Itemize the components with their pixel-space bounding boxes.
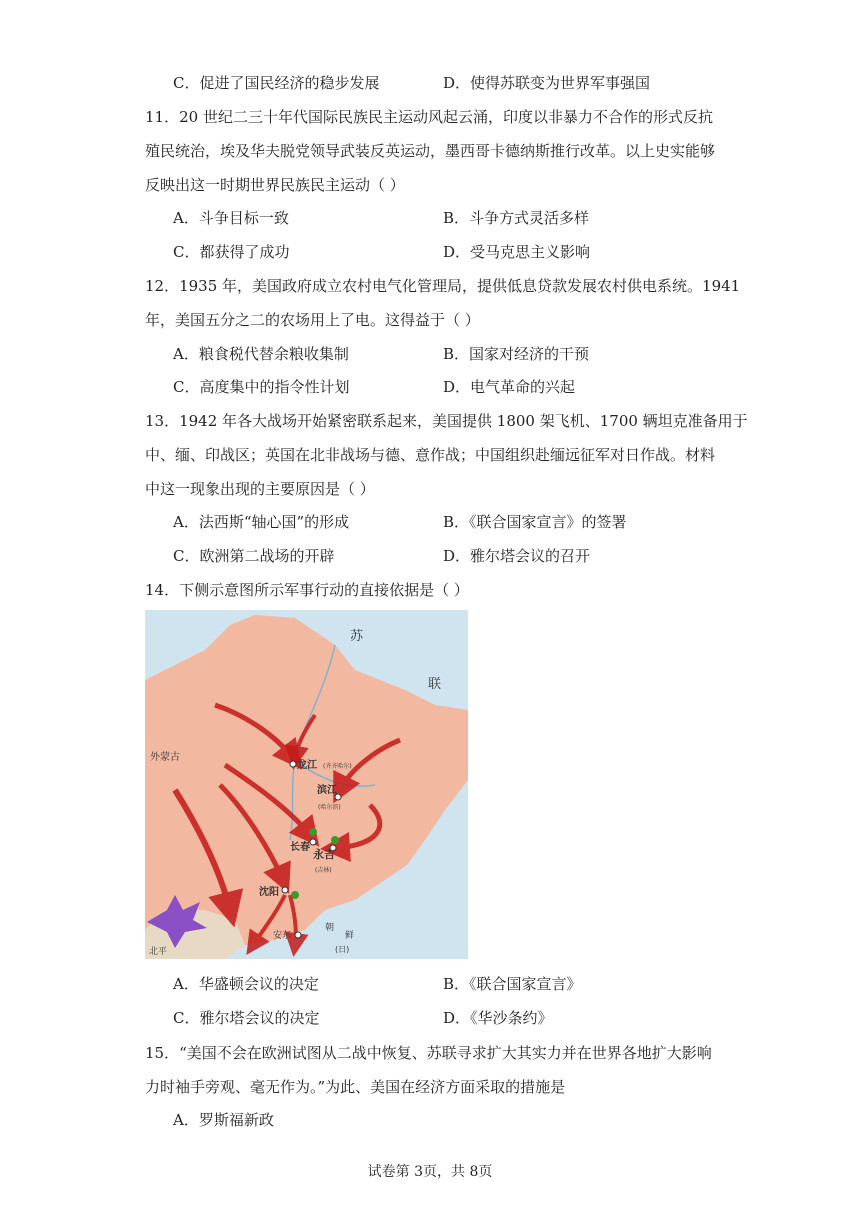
label-waimenggu: 外蒙古 <box>150 752 180 763</box>
q11-option-c: C．都获得了成功 <box>173 243 290 261</box>
label-su: 苏 <box>350 629 364 644</box>
q14-option-d: D．《华沙条约》 <box>443 1009 553 1027</box>
q12-stem-line-2: 年，美国五分之二的农场用上了电。这得益于（ ） <box>145 311 480 329</box>
label-longjiang: 龙江 <box>297 760 317 771</box>
label-changchun: 长春 <box>290 842 310 853</box>
q12-option-b: B．国家对经济的干预 <box>443 345 590 363</box>
label-ri: (日) <box>335 945 350 954</box>
q15-stem-line-1: 15．“美国不会在欧洲试图从二战中恢复、苏联寻求扩大其实力并在世界各地扩大影响 <box>145 1044 712 1062</box>
label-yongji: 永吉 <box>313 848 335 861</box>
q13-option-c: C．欧洲第二战场的开辟 <box>173 547 335 565</box>
label-andong: 安东 <box>273 931 292 941</box>
label-yongji-sub: (吉林) <box>315 867 332 874</box>
q11-option-b: B．斗争方式灵活多样 <box>443 209 590 227</box>
q11-option-d: D．受马克思主义影响 <box>443 243 591 261</box>
city-marker-longjiang <box>290 761 296 767</box>
q13-stem-line-3: 中这一现象出现的主要原因是（ ） <box>145 480 375 498</box>
label-lian: 联 <box>428 677 442 692</box>
q14-option-b: B．《联合国家宣言》 <box>443 975 582 993</box>
city-marker-shenyang <box>282 887 288 893</box>
q11-stem-line-1: 11．20 世纪二三十年代国际民族民主运动风起云涌，印度以非暴力不合作的形式反抗 <box>145 108 713 126</box>
label-xian: 鲜 <box>345 931 355 941</box>
q11-stem-line-2: 殖民统治，埃及华夫脱党领导武装反英运动，墨西哥卡德纳斯推行改革。以上史实能够 <box>145 142 716 160</box>
label-binjiang: 滨江 <box>317 785 337 796</box>
q12-option-a: A．粮食税代替余粮收集制 <box>173 345 349 363</box>
q13-option-d: D．雅尔塔会议的召开 <box>443 547 591 565</box>
label-longjiang-sub: (齐齐哈尔) <box>323 763 352 770</box>
q15-stem-line-2: 力时袖手旁观、毫无作为。”为此、美国在经济方面采取的措施是 <box>145 1078 566 1096</box>
q12-stem-line-1: 12．1935 年，美国政府成立农村电气化管理局，提供低息贷款发展农村供电系统。1941 <box>145 277 741 295</box>
q14-option-a: A．华盛顿会议的决定 <box>173 975 319 993</box>
q14-option-c: C．雅尔塔会议的决定 <box>173 1009 320 1027</box>
page-footer: 试卷第 3页，共 8页 <box>367 1164 493 1180</box>
q10-option-d: D．使得苏联变为世界军事强国 <box>443 74 651 92</box>
q13-option-b: B．《联合国家宣言》的签署 <box>443 513 627 531</box>
q13-option-a: A．法西斯“轴心国”的形成 <box>173 513 350 531</box>
label-binjiang-sub: (哈尔滨) <box>318 804 341 811</box>
label-shenyang: 沈阳 <box>259 887 279 898</box>
q13-stem-line-2: 中、缅、印战区；英国在北非战场与德、意作战；中国组织赴缅远征军对日作战。材料 <box>145 446 716 464</box>
q11-option-a: A．斗争目标一致 <box>173 209 289 227</box>
q10-option-c: C．促进了国民经济的稳步发展 <box>173 74 380 92</box>
q15-option-a: A．罗斯福新政 <box>173 1111 274 1129</box>
q11-stem-line-3: 反映出这一时期世界民族民主运动（ ） <box>145 176 405 194</box>
city-marker-changchun <box>310 839 316 845</box>
q13-stem-line-1: 13．1942 年各大战场开始紧密联系起来，美国提供 1800 架飞机、1700 辆坦克准备用于 <box>145 412 748 430</box>
label-chao: 朝 <box>325 923 335 933</box>
q12-option-d: D．电气革命的兴起 <box>443 378 576 396</box>
q14-stem-line-1: 14．下侧示意图所示军事行动的直接依据是（ ） <box>145 581 469 599</box>
label-beiping: 北平 <box>149 947 168 957</box>
city-marker-andong <box>295 932 301 938</box>
q12-option-c: C．高度集中的指令性计划 <box>173 378 350 396</box>
soviet-offensive-map <box>145 610 468 959</box>
